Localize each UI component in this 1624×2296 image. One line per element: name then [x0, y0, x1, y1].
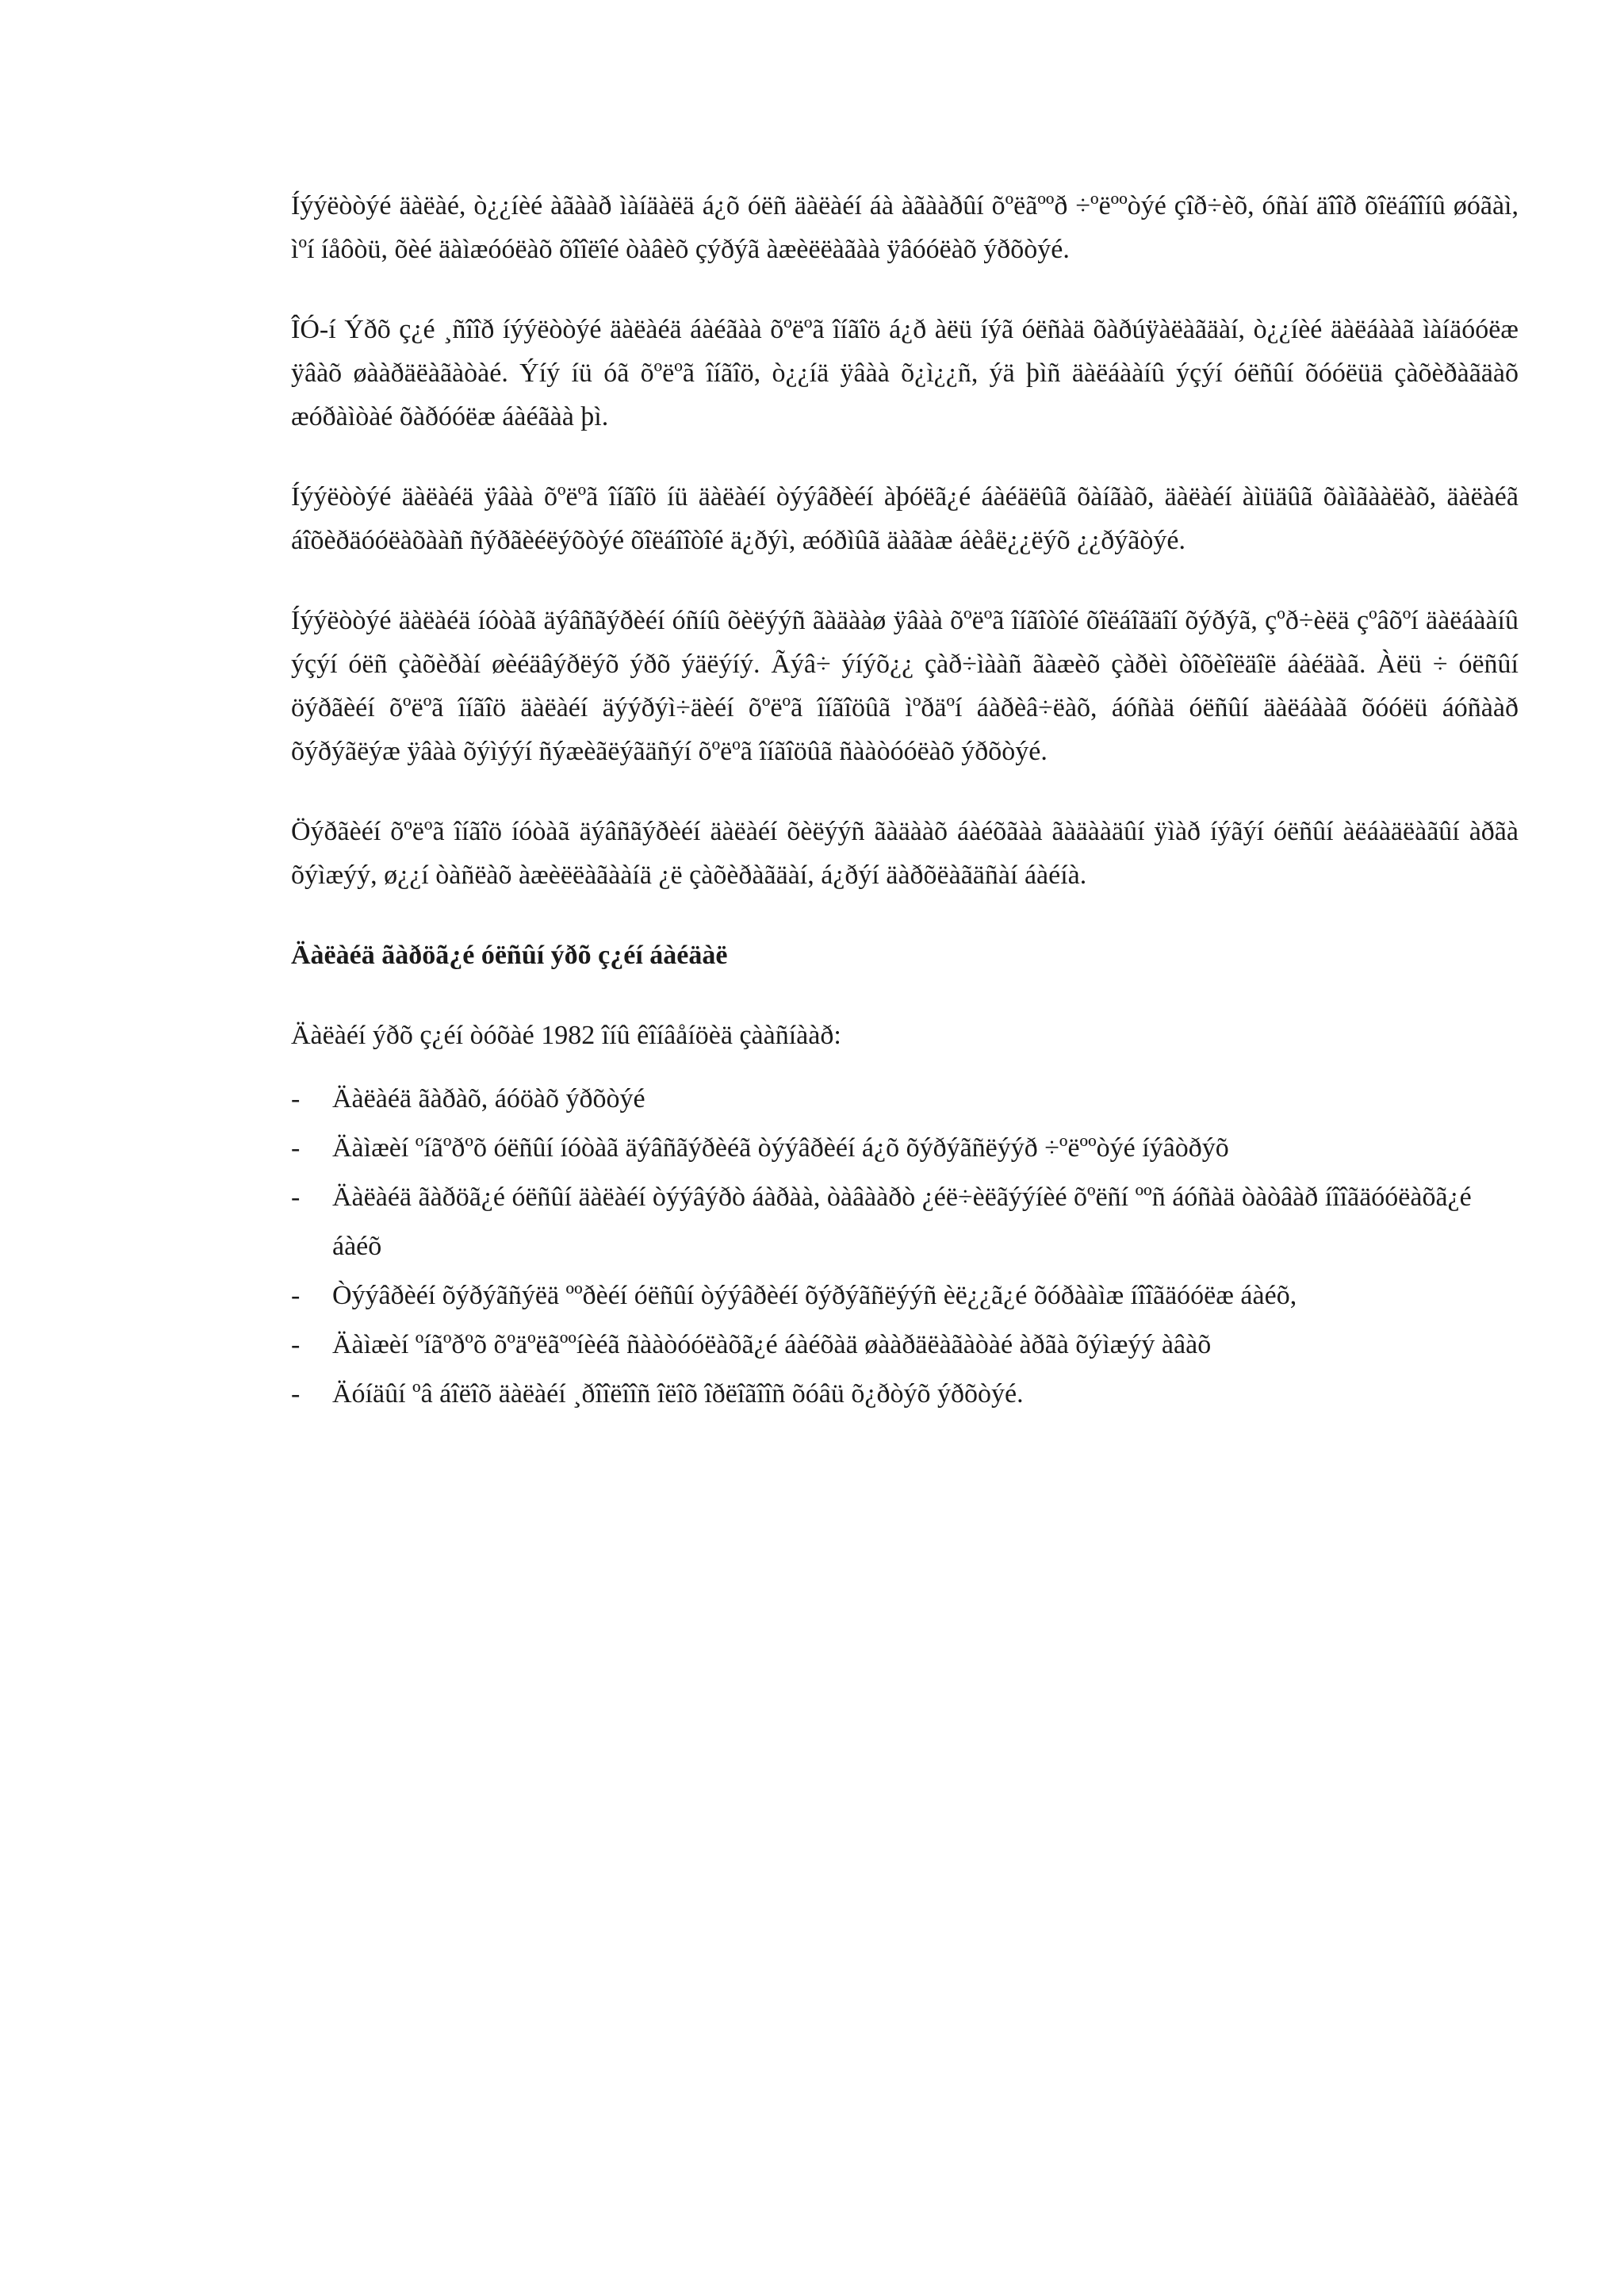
list-item	[291, 1124, 1519, 1173]
document-page	[291, 184, 1519, 1419]
rights-list	[291, 1075, 1519, 1419]
list-item	[291, 1320, 1519, 1370]
paragraph-4: Íýýëòòýé äàëàéä íóòàã äýâñãýðèéí óñíû õèëýýñ ãàäààø ÿâàà õºëºã îíãîòîé õîëáîãäîí õýðýã, çºð÷èëä çºâõºí äàëáààíû ýçýí óëñ çàõèðàí øèéäâýðëýõ ýðõ ýäëýíý. Ãýâ÷ ýíýõ¿¿ çàð÷ìààñ ãàæèõ çàðèì òîõèîëäîë áàéäàã. Àëü ÷ óëñûí öýðãèéí õºëºã îíãîö äàëàéí äýýðýì÷äèéí õºëºã îíãîöûã ìºðäºí áàðèâ÷ëàõ, áóñàä óëñûí äàëáààã õóóëü áóñààð õýðýãëýæ ÿâàà õýìýýí ñýæèãëýãäñýí õºëºã îíãîöûã ñààòóóëàõ ýðõòýé.	[291, 606, 1519, 766]
list-item	[291, 1271, 1519, 1320]
list-item-text: Äàëàéä ãàðöã¿é óëñûí äàëàéí òýýâýðò áàðàà, òàâààðò ¿éë÷èëãýýíèé õºëñí ººñ áóñàä òàòâàð íîîãäóóëàõã¿é áàéõ	[332, 1182, 1472, 1261]
dash-bullet: -	[291, 1330, 301, 1359]
dash-bullet: -	[291, 1379, 301, 1409]
paragraph-1: Íýýëòòýé äàëàé, ò¿¿íèé àãààð ìàíäàëä á¿õ óëñ äàëàéí áà àãààðûí õºëãººð ÷ºëººòýé çîð÷èõ, óñàí äîîð õîëáîîíû øóãàì, ìºí íåôòü, õèé äàìæóóëàõ õîîëîé òàâèõ çýðýã àæèëëàãàà ÿâóóëàõ ýðõòýé.	[291, 191, 1519, 264]
dash-bullet: -	[291, 1084, 301, 1114]
section-heading: Äàëàéä ãàðöã¿é óëñûí ýðõ ç¿éí áàéäàë	[291, 941, 728, 970]
list-item-text: Òýýâðèéí õýðýãñýëä ººðèéí óëñûí òýýâðèéí õýðýãñëýýñ èë¿¿ã¿é õóðààìæ íîîãäóóëæ áàéõ,	[332, 1281, 1297, 1310]
list-item-text: Äàìæèí ºíãºðºõ óëñûí íóòàã äýâñãýðèéã òýýâðèéí á¿õ õýðýãñëýýð ÷ºëººòýé íýâòðýõ	[332, 1133, 1229, 1163]
list-item	[291, 1173, 1519, 1271]
list-item-text: Äàìæèí ºíãºðºõ õºäºëãººíèéã ñààòóóëàõã¿é áàéõàä øààðäëàãàòàé àðãà õýìæýý àâàõ	[332, 1330, 1212, 1359]
list-item	[291, 1075, 1519, 1124]
dash-bullet: -	[291, 1133, 301, 1163]
dash-bullet: -	[291, 1182, 301, 1212]
paragraph-2: ÎÓ-í Ýðõ ç¿é ¸ñîîð íýýëòòýé äàëàéä áàéãàà õºëºã îíãîö á¿ð àëü íýã óëñàä õàðúÿàëàãäàí, ò¿¿íèé äàëáààã ìàíäóóëæ ÿâàõ øààðäëàãàòàé. Ýíý íü óã õºëºã îíãîö, ò¿¿íä ÿâàà õ¿ì¿¿ñ, ýä þìñ äàëáààíû ýçýí óëñûí õóóëüä çàõèðàãäàõ æóðàìòàé õàðóóëæ áàéãàà þì.	[291, 315, 1519, 431]
dash-bullet: -	[291, 1281, 301, 1310]
intro-text: Äàëàéí ýðõ ç¿éí òóõàé 1982 îíû êîíâåíöèä çààñíààð:	[291, 1021, 841, 1050]
list-item	[291, 1370, 1519, 1419]
paragraph-5: Öýðãèéí õºëºã îíãîö íóòàã äýâñãýðèéí äàëàéí õèëýýñ ãàäààõ áàéõãàà ãàäààäûí ÿìàð íýãýí óëñûí àëáàäëàãûí àðãà õýìæýý, ø¿¿í òàñëàõ àæèëëàãààíä ¿ë çàõèðàãäàí, á¿ðýí äàðõëàãäñàí áàéíà.	[291, 817, 1519, 890]
paragraph-3: Íýýëòòýé äàëàéä ÿâàà õºëºã îíãîö íü äàëàéí òýýâðèéí àþóëã¿é áàéäëûã õàíãàõ, äàëàéí àìüäûã õàìãààëàõ, äàëàéã áîõèðäóóëàõààñ ñýðãèéëýõòýé õîëáîîòîé ä¿ðýì, æóðìûã äàãàæ áèåë¿¿ëýõ ¿¿ðýãòýé.	[291, 482, 1519, 555]
list-item-text: Äóíäûí ºâ áîëîõ äàëàéí ¸ðîîëîîñ îëîõ îðëîãîîñ õóâü õ¿ðòýõ ýðõòýé.	[332, 1379, 1024, 1409]
list-item-text: Äàëàéä ãàðàõ, áóöàõ ýðõòýé	[332, 1084, 645, 1114]
